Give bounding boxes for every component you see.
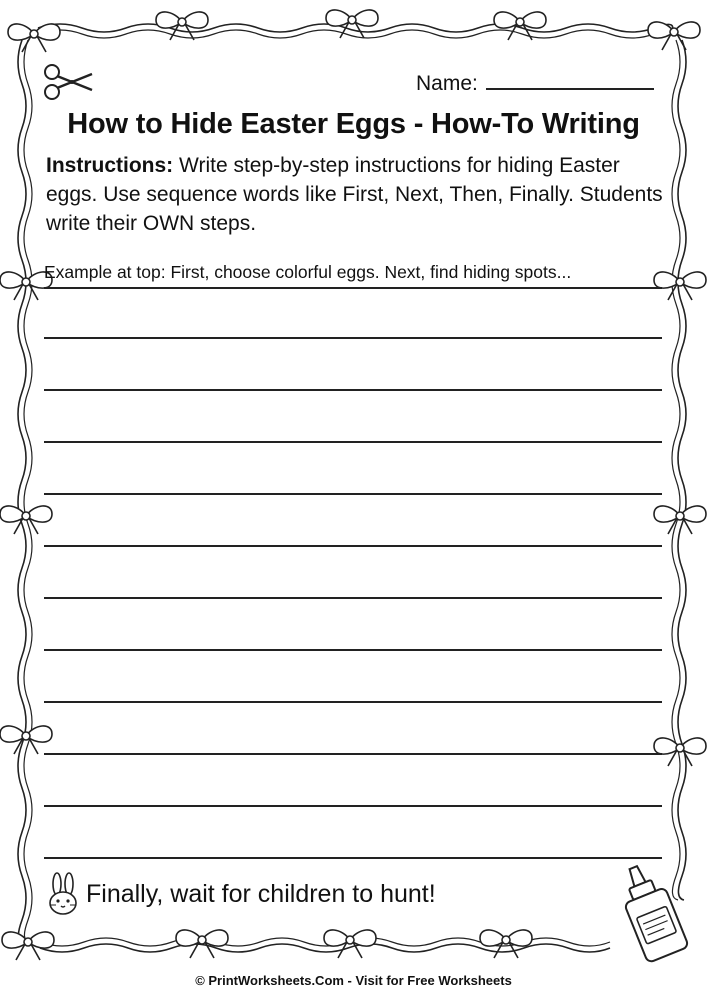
- bunny-icon: [44, 872, 82, 916]
- writing-line[interactable]: [44, 805, 662, 807]
- instructions-text: Write step-by-step instructions for hiding Easter eggs. Use sequence words like First, Next, Then, Finally. Students write their OWN steps.: [46, 154, 663, 235]
- name-blank-line[interactable]: [486, 70, 654, 90]
- footer: © PrintWorksheets.Com - Visit for Free Worksheets: [195, 973, 512, 988]
- scissors-icon: [42, 62, 94, 102]
- writing-line[interactable]: [44, 753, 662, 755]
- writing-line[interactable]: [44, 545, 662, 547]
- writing-line[interactable]: [44, 649, 662, 651]
- name-row: [416, 70, 654, 96]
- writing-line[interactable]: [44, 493, 662, 495]
- writing-line[interactable]: [44, 701, 662, 703]
- name-label: Name:: [416, 72, 478, 95]
- writing-line[interactable]: [44, 597, 662, 599]
- writing-line[interactable]: [44, 389, 662, 391]
- writing-line[interactable]: [44, 857, 662, 859]
- glue-bottle-icon: [612, 862, 692, 966]
- writing-line[interactable]: [44, 337, 662, 339]
- instructions-label: Instructions:: [46, 154, 174, 177]
- writing-line[interactable]: [44, 441, 662, 443]
- example-underline: [44, 287, 662, 289]
- worksheet-title: How to Hide Easter Eggs - How-To Writing: [67, 108, 640, 140]
- finally-line: Finally, wait for children to hunt!: [86, 880, 436, 908]
- example-line: Example at top: First, choose colorful eggs. Next, find hiding spots...: [44, 262, 572, 282]
- instructions: [46, 151, 666, 238]
